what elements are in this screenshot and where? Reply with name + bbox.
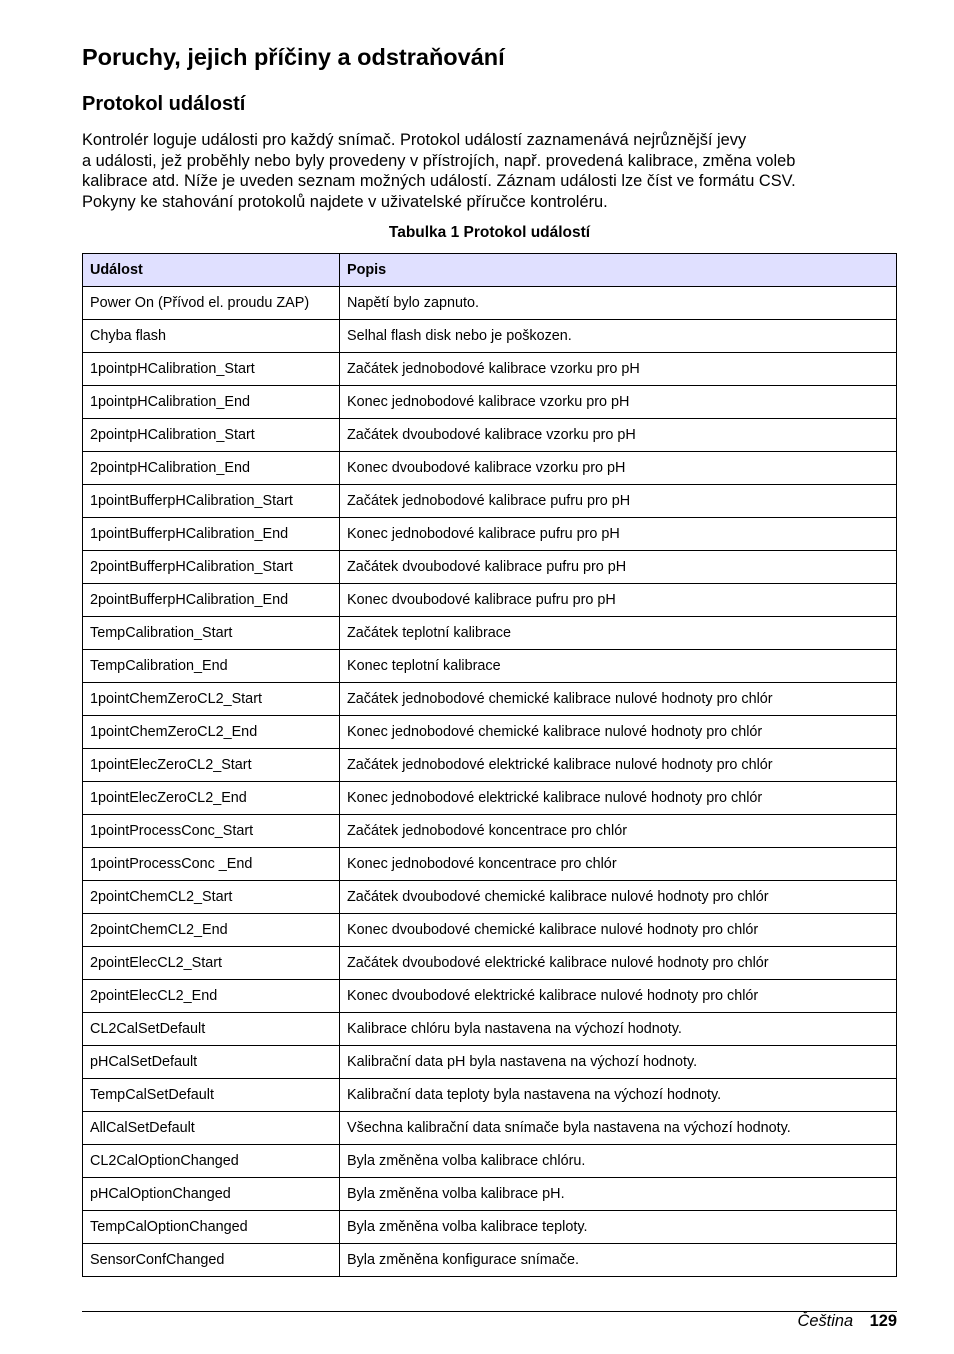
footer-divider — [82, 1311, 897, 1312]
event-cell: 1pointElecZeroCL2_Start — [83, 749, 340, 782]
event-log-table — [82, 253, 897, 1277]
description-cell: Byla změněna volba kalibrace pH. — [340, 1178, 897, 1211]
description-cell: Konec dvoubodové kalibrace pufru pro pH — [340, 584, 897, 617]
event-cell: 1pointChemZeroCL2_End — [83, 716, 340, 749]
table-row — [83, 881, 897, 914]
event-cell: TempCalSetDefault — [83, 1079, 340, 1112]
event-cell: 2pointChemCL2_Start — [83, 881, 340, 914]
table-row — [83, 419, 897, 452]
table-row — [83, 815, 897, 848]
header-event: Událost — [83, 254, 340, 287]
section-title: Poruchy, jejich příčiny a odstraňování — [82, 44, 505, 70]
event-cell: 2pointElecCL2_Start — [83, 947, 340, 980]
intro-line: Kontrolér loguje události pro každý snímač. Protokol událostí zaznamenává nejrůznější jevy — [82, 131, 747, 149]
description-cell: Konec dvoubodové kalibrace vzorku pro pH — [340, 452, 897, 485]
description-cell: Všechna kalibrační data snímače byla nastavena na výchozí hodnoty. — [340, 1112, 897, 1145]
description-cell: Napětí bylo zapnuto. — [340, 287, 897, 320]
description-cell: Začátek dvoubodové kalibrace vzorku pro pH — [340, 419, 897, 452]
description-cell: Kalibrační data pH byla nastavena na výchozí hodnoty. — [340, 1046, 897, 1079]
table-caption: Tabulka 1 Protokol událostí — [388, 224, 591, 241]
table-row — [83, 617, 897, 650]
event-cell: Chyba flash — [83, 320, 340, 353]
description-cell: Konec jednobodové chemické kalibrace nulové hodnoty pro chlór — [340, 716, 897, 749]
description-cell: Konec jednobodové kalibrace vzorku pro pH — [340, 386, 897, 419]
description-cell: Konec jednobodové elektrické kalibrace nulové hodnoty pro chlór — [340, 782, 897, 815]
event-cell: CL2CalSetDefault — [83, 1013, 340, 1046]
table-row — [83, 914, 897, 947]
table-row — [83, 749, 897, 782]
page-number: 129 — [869, 1312, 897, 1330]
table-row — [83, 1145, 897, 1178]
table-row — [83, 518, 897, 551]
description-cell: Byla změněna volba kalibrace chlóru. — [340, 1145, 897, 1178]
description-cell: Začátek dvoubodové chemické kalibrace nulové hodnoty pro chlór — [340, 881, 897, 914]
page-footer — [798, 1312, 898, 1331]
table-header-row — [83, 254, 897, 287]
table-row — [83, 848, 897, 881]
table-row — [83, 1112, 897, 1145]
description-cell: Konec dvoubodové elektrické kalibrace nulové hodnoty pro chlór — [340, 980, 897, 1013]
description-cell: Začátek dvoubodové elektrické kalibrace nulové hodnoty pro chlór — [340, 947, 897, 980]
intro-line: Pokyny ke stahování protokolů najdete v uživatelské příručce kontroléru. — [82, 192, 608, 211]
table-row — [83, 947, 897, 980]
description-cell: Začátek dvoubodové kalibrace pufru pro pH — [340, 551, 897, 584]
table-row — [83, 1046, 897, 1079]
event-cell: SensorConfChanged — [83, 1244, 340, 1277]
table-row — [83, 683, 897, 716]
table-row — [83, 1178, 897, 1211]
table-row — [83, 584, 897, 617]
event-cell: 1pointProcessConc _End — [83, 848, 340, 881]
event-cell: 1pointProcessConc_Start — [83, 815, 340, 848]
description-cell: Začátek jednobodové koncentrace pro chlór — [340, 815, 897, 848]
event-cell: TempCalibration_End — [83, 650, 340, 683]
event-cell: AllCalSetDefault — [83, 1112, 340, 1145]
table-row — [83, 1244, 897, 1277]
description-cell: Byla změněna konfigurace snímače. — [340, 1244, 897, 1277]
intro-paragraph — [82, 130, 897, 212]
description-cell: Konec teplotní kalibrace — [340, 650, 897, 683]
table-row — [83, 353, 897, 386]
description-cell: Konec dvoubodové chemické kalibrace nulové hodnoty pro chlór — [340, 914, 897, 947]
intro-line: kalibrace atd. Níže je uveden seznam možných událostí. Záznam události lze číst ve formátu CSV. — [82, 172, 796, 191]
event-cell: 1pointElecZeroCL2_End — [83, 782, 340, 815]
event-cell: pHCalSetDefault — [83, 1046, 340, 1079]
event-cell: 1pointpHCalibration_Start — [83, 353, 340, 386]
table-row — [83, 980, 897, 1013]
description-cell: Začátek jednobodové kalibrace pufru pro pH — [340, 485, 897, 518]
description-cell: Začátek teplotní kalibrace — [340, 617, 897, 650]
event-cell: Power On (Přívod el. proudu ZAP) — [83, 287, 340, 320]
event-cell: 1pointBufferpHCalibration_Start — [83, 485, 340, 518]
table-row — [83, 1013, 897, 1046]
description-cell: Začátek jednobodové kalibrace vzorku pro pH — [340, 353, 897, 386]
event-cell: pHCalOptionChanged — [83, 1178, 340, 1211]
event-cell: TempCalOptionChanged — [83, 1211, 340, 1244]
table-row — [83, 650, 897, 683]
event-cell: CL2CalOptionChanged — [83, 1145, 340, 1178]
event-cell: 2pointBufferpHCalibration_End — [83, 584, 340, 617]
description-cell: Konec jednobodové koncentrace pro chlór — [340, 848, 897, 881]
event-cell: 2pointElecCL2_End — [83, 980, 340, 1013]
description-cell: Začátek jednobodové chemické kalibrace nulové hodnoty pro chlór — [340, 683, 897, 716]
table-row — [83, 551, 897, 584]
event-cell: 2pointChemCL2_End — [83, 914, 340, 947]
description-cell: Konec jednobodové kalibrace pufru pro pH — [340, 518, 897, 551]
event-cell: 1pointBufferpHCalibration_End — [83, 518, 340, 551]
table-row — [83, 386, 897, 419]
table-body — [83, 287, 897, 1277]
description-cell: Kalibrace chlóru byla nastavena na výchozí hodnoty. — [340, 1013, 897, 1046]
event-cell: 1pointChemZeroCL2_Start — [83, 683, 340, 716]
footer-language: Čeština — [797, 1312, 854, 1330]
table-row — [83, 287, 897, 320]
description-cell: Selhal flash disk nebo je poškozen. — [340, 320, 897, 353]
intro-line: a události, jež proběhly nebo byly provedeny v přístrojích, např. provedená kalibrace, změna voleb — [82, 151, 796, 170]
table-row — [83, 1079, 897, 1112]
event-cell: 1pointpHCalibration_End — [83, 386, 340, 419]
event-cell: TempCalibration_Start — [83, 617, 340, 650]
table-row — [83, 782, 897, 815]
table-row — [83, 716, 897, 749]
event-cell: 2pointBufferpHCalibration_Start — [83, 551, 340, 584]
description-cell: Byla změněna volba kalibrace teploty. — [340, 1211, 897, 1244]
table-row — [83, 452, 897, 485]
event-cell: 2pointpHCalibration_End — [83, 452, 340, 485]
description-cell: Začátek jednobodové elektrické kalibrace nulové hodnoty pro chlór — [340, 749, 897, 782]
subsection-title: Protokol událostí — [82, 93, 246, 115]
table-row — [83, 485, 897, 518]
table-row — [83, 320, 897, 353]
description-cell: Kalibrační data teploty byla nastavena na výchozí hodnoty. — [340, 1079, 897, 1112]
event-cell: 2pointpHCalibration_Start — [83, 419, 340, 452]
header-description: Popis — [340, 254, 897, 287]
table-row — [83, 1211, 897, 1244]
